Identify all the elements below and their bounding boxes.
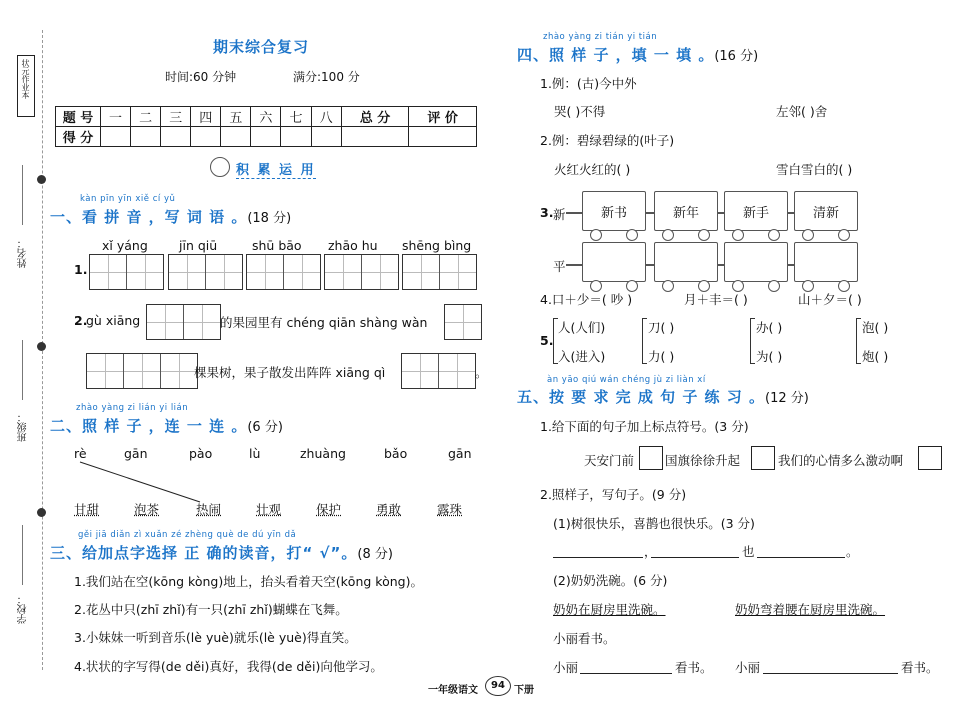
table-cell: 一 <box>101 107 131 127</box>
table-cell: 五 <box>221 107 251 127</box>
train-connector <box>646 264 654 266</box>
s5-title-text: 五、按 要 求 完 成 句 子 练 习 。 <box>517 388 766 406</box>
s5-pinyin: àn yāo qiú wán chéng jù zi liàn xí <box>547 375 706 385</box>
accumulation-banner-icon <box>210 157 230 177</box>
score-input-cell[interactable] <box>311 127 341 147</box>
score-input-cell[interactable] <box>221 127 251 147</box>
table-cell: 总 分 <box>341 107 409 127</box>
s4-title-text: 四、照 样 子 ，填 一 填 。 <box>517 46 715 64</box>
train-cart-label: 清新 <box>794 191 858 231</box>
s2-word-item[interactable]: 甘甜 <box>74 502 100 517</box>
s5-points: (12 分) <box>765 391 809 406</box>
table-cell: 三 <box>161 107 191 127</box>
writing-grid[interactable] <box>444 304 482 340</box>
s5-q1-a: 天安门前 <box>584 453 635 468</box>
s4-q5-item[interactable]: 炮( ) <box>862 349 889 364</box>
score-table <box>55 106 477 147</box>
train-cart-label: 新手 <box>724 191 788 231</box>
accumulation-banner: 积 累 运 用 <box>236 159 316 179</box>
brace-icon <box>642 318 647 364</box>
binding-hole-2 <box>37 342 46 351</box>
table-cell: 六 <box>251 107 281 127</box>
score-input-cell[interactable] <box>101 127 131 147</box>
school-line <box>22 525 23 585</box>
table-cell: 四 <box>191 107 221 127</box>
s4-q3-num: 3. <box>540 205 554 220</box>
answer-line[interactable] <box>651 557 739 558</box>
table-cell: 得 分 <box>56 127 101 147</box>
answer-line[interactable] <box>580 673 672 674</box>
s3-points: (8 分) <box>357 547 393 562</box>
s4-q2-a[interactable]: 火红火红的( ) <box>554 162 631 177</box>
score-input-cell[interactable] <box>161 127 191 147</box>
s4-points: (16 分) <box>714 49 759 64</box>
s5-q2-1-end: 。 <box>846 544 859 559</box>
answer-line[interactable] <box>757 557 845 558</box>
punctuation-box[interactable] <box>639 446 663 470</box>
wheel-icon <box>768 229 780 241</box>
brace-icon <box>750 318 755 364</box>
s5-q2-4-d: 看书。 <box>901 660 939 675</box>
score-input-cell[interactable] <box>281 127 311 147</box>
answer-line[interactable] <box>763 673 898 674</box>
s3-pinyin: gěi jiā diǎn zì xuǎn zé zhèng què de dú yīn dǎ <box>78 530 297 540</box>
table-cell: 八 <box>311 107 341 127</box>
score-input-cell[interactable] <box>341 127 409 147</box>
s4-q3-row1-lead: 新 <box>553 207 566 222</box>
s1-title-text: 一、看 拼 音 ，写 词 语 。 <box>50 208 248 226</box>
train-cart-label: 新书 <box>582 191 646 231</box>
train-connector <box>646 212 654 214</box>
s5-q2-2: (2)奶奶洗碗。(6 分) <box>553 573 668 588</box>
train-cart-input[interactable] <box>582 242 646 282</box>
table-cell: 七 <box>281 107 311 127</box>
class-line <box>22 340 23 400</box>
s4-q5-num: 5. <box>540 333 554 348</box>
s5-q2-1-ye: 也 <box>742 544 755 559</box>
s5-q2-1-comma: ， <box>644 544 657 559</box>
brand-box <box>17 55 35 117</box>
s2-pinyin-item[interactable]: lù <box>249 446 261 461</box>
s2-points: (6 分) <box>247 420 283 435</box>
train-cart-input[interactable] <box>654 242 718 282</box>
s5-q2-2-a: 奶奶在厨房里洗碗。 <box>553 602 666 617</box>
score-input-cell[interactable] <box>191 127 221 147</box>
name-label: 姓名： <box>18 238 29 268</box>
s2-example-line <box>70 460 210 505</box>
s5-title <box>517 386 809 407</box>
s1-pinyin: kàn pīn yīn xiě cí yǔ <box>80 194 176 204</box>
wheel-icon <box>732 229 744 241</box>
writing-grid[interactable] <box>402 254 477 290</box>
brace-icon <box>856 318 861 364</box>
s1-py-3: shū bāo <box>252 238 302 253</box>
s5-q1: 1.给下面的句子加上标点符号。(3 分) <box>540 419 749 434</box>
s1-py-4: zhāo hu <box>328 238 378 253</box>
writing-grid[interactable] <box>86 353 198 389</box>
table-cell: 题 号 <box>56 107 101 127</box>
s5-q2-4-a: 小丽 <box>553 660 579 675</box>
wheel-icon <box>662 229 674 241</box>
s4-title <box>517 44 758 65</box>
wheel-icon <box>590 229 602 241</box>
wheel-icon <box>802 229 814 241</box>
s5-q2-4-b: 看书。 <box>675 660 713 675</box>
s1-py-2: jīn qiū <box>179 238 218 253</box>
writing-grid[interactable] <box>324 254 399 290</box>
s4-q5-item[interactable]: 办( ) <box>756 320 783 335</box>
s1-title <box>50 206 291 227</box>
s4-q1: 1.例：(古)今中外 <box>540 76 637 91</box>
binding-hole-3 <box>37 508 46 517</box>
score-table-header-row <box>56 107 477 127</box>
s4-q1-a[interactable]: 哭( )不得 <box>554 104 606 119</box>
s5-q2-1: (1)树很快乐，喜鹊也很快乐。(3 分) <box>553 516 755 531</box>
s4-q2-b[interactable]: 雪白雪白的( ) <box>776 162 853 177</box>
score-input-cell[interactable] <box>251 127 281 147</box>
score-input-cell[interactable] <box>409 127 477 147</box>
class-label: 班级： <box>18 412 29 442</box>
s2-pinyin-item[interactable]: bǎo <box>384 446 408 461</box>
s4-pinyin: zhào yàng zi tián yi tián <box>543 32 658 42</box>
answer-line[interactable] <box>553 557 643 558</box>
page-number: 94 <box>485 676 511 696</box>
s5-q2-2-b: 奶奶弯着腰在厨房里洗碗。 <box>735 602 886 617</box>
s4-q5-item: 人(人们) <box>558 320 606 335</box>
s1-q2-a: gù xiāng <box>86 313 141 328</box>
wheel-icon <box>838 229 850 241</box>
footer-left: 一年级语文 <box>428 685 478 696</box>
s2-title <box>50 415 283 436</box>
wheel-icon <box>768 280 780 292</box>
score-input-cell[interactable] <box>131 127 161 147</box>
score-table-score-row <box>56 127 477 147</box>
train-cart-input[interactable] <box>724 242 788 282</box>
wheel-icon <box>662 280 674 292</box>
table-cell: 二 <box>131 107 161 127</box>
s2-pinyin-item[interactable]: zhuàng <box>300 446 346 461</box>
s3-item-1[interactable]: 1.我们站在空(kōng kòng)地上，抬头看着天空(kōng kòng)。 <box>74 574 423 589</box>
s2-pinyin-item[interactable]: gān <box>448 446 472 461</box>
s4-q5-item[interactable]: 泡( ) <box>862 320 889 335</box>
train-cart-label: 新年 <box>654 191 718 231</box>
s2-word-item[interactable]: 泡茶 <box>134 502 160 517</box>
writing-grid[interactable] <box>246 254 321 290</box>
time-label: 时间:60 分钟 <box>165 70 237 84</box>
s5-q2-4-c: 小丽 <box>735 660 761 675</box>
writing-grid[interactable] <box>146 304 221 340</box>
s1-points: (18 分) <box>247 211 292 226</box>
s1-py-5: shēng bìng <box>402 238 472 253</box>
s5-q1-b: 国旗徐徐升起 <box>665 453 741 468</box>
s5-q2: 2.照样子，写句子。(9 分) <box>540 487 687 502</box>
train-connector <box>566 212 582 214</box>
punctuation-box[interactable] <box>751 446 775 470</box>
s2-pinyin-item[interactable]: gān <box>124 446 148 461</box>
s1-py-1: xǐ yáng <box>102 238 148 253</box>
brand-label: 状元作业本 <box>21 59 30 99</box>
s4-q1-b[interactable]: 左邻( )舍 <box>776 104 828 119</box>
s4-q5-item[interactable]: 力( ) <box>648 349 675 364</box>
s2-word-item[interactable]: 露珠 <box>437 502 463 517</box>
train-connector <box>566 264 582 266</box>
school-label: 学校： <box>18 594 29 624</box>
s4-q4[interactable]: 4.口＋少＝( 吵 ) <box>540 292 633 307</box>
full-score-label: 满分:100 分 <box>293 70 360 84</box>
s4-q4-b[interactable]: 月＋丰＝( ) <box>684 292 748 307</box>
s3-item-2[interactable]: 2.花丛中只(zhī zhǐ)有一只(zhī zhǐ)蝴蝶在飞舞。 <box>74 602 348 617</box>
s3-item-4[interactable]: 4.状状的字写得(de děi)真好，我得(de děi)向他学习。 <box>74 659 383 674</box>
s2-title-text: 二、照 样 子 ，连 一 连 。 <box>50 417 248 435</box>
s4-q5-item[interactable]: 刀( ) <box>648 320 675 335</box>
s4-q3-row2-lead: 平 <box>553 259 566 274</box>
s4-q2: 2.例：碧绿碧绿的(叶子) <box>540 133 675 148</box>
s5-q2-3: 小丽看书。 <box>553 631 616 646</box>
s2-pinyin: zhào yàng zi lián yi lián <box>76 403 189 413</box>
binding-hole-1 <box>37 175 46 184</box>
writing-grid[interactable] <box>401 353 476 389</box>
s2-word-item[interactable]: 保护 <box>316 502 342 517</box>
writing-grid[interactable] <box>89 254 164 290</box>
train-cart-input[interactable] <box>794 242 858 282</box>
s2-word-item[interactable]: 壮观 <box>256 502 282 517</box>
s4-q5-item[interactable]: 为( ) <box>756 349 783 364</box>
s4-q5-item: 入(进入) <box>558 349 606 364</box>
s5-q1-c: 我们的心情多么激动啊 <box>778 453 904 468</box>
wheel-icon <box>698 229 710 241</box>
s3-item-3[interactable]: 3.小妹妹一听到音乐(lè yuè)就乐(lè yuè)得直笑。 <box>74 630 357 645</box>
s2-pinyin-item[interactable]: rè <box>74 446 87 461</box>
page-title: 期末综合复习 <box>213 38 310 56</box>
s3-title-text: 三、给加点字选择 正 确的读音，打“ √”。 <box>50 544 358 562</box>
s1-q2-c: 棵果树，果子散发出阵阵 xiāng qì <box>194 365 386 380</box>
wheel-icon <box>626 229 638 241</box>
writing-grid[interactable] <box>168 254 243 290</box>
footer-right: 下册 <box>514 685 534 696</box>
punctuation-box[interactable] <box>918 446 942 470</box>
s2-word-item[interactable]: 勇敢 <box>376 502 402 517</box>
s2-word-item[interactable]: 热闹 <box>196 502 222 517</box>
s3-title <box>50 542 393 563</box>
s2-pinyin-item[interactable]: pào <box>189 446 213 461</box>
s1-q2-end: 。 <box>475 365 488 380</box>
s4-q4-c[interactable]: 山＋夕＝( ) <box>798 292 862 307</box>
s1-q1-num: 1. <box>74 262 88 277</box>
s1-q2-num: 2. <box>74 313 88 328</box>
name-line <box>22 165 23 225</box>
s1-q2-b: 的果园里有 chéng qiān shàng wàn <box>220 315 428 330</box>
table-cell: 评 价 <box>409 107 477 127</box>
